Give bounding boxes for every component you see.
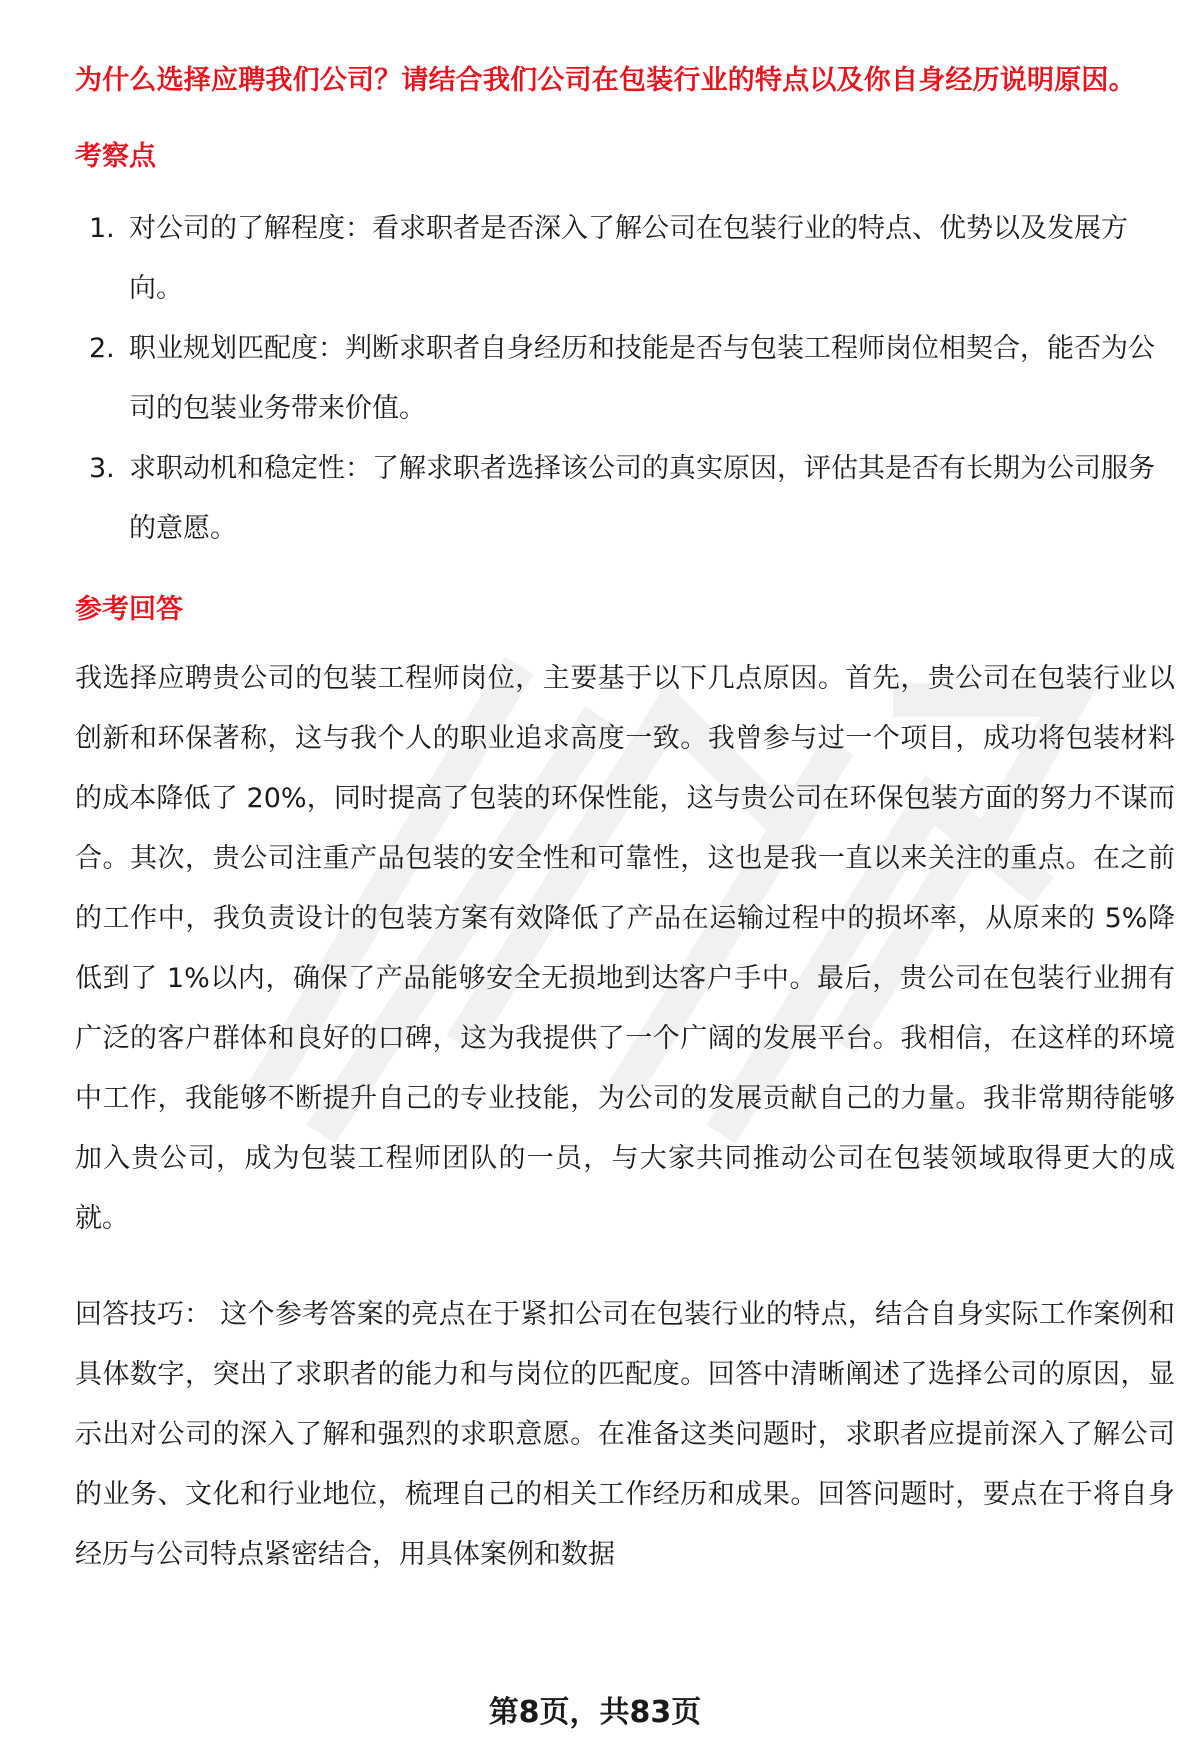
evaluation-points-list bbox=[75, 199, 1175, 559]
page-number: 第8页，共83页 bbox=[488, 1695, 702, 1730]
list-item-number: 1. bbox=[89, 213, 115, 244]
list-item-text: 对公司的了解程度：看求职者是否深入了解公司在包装行业的特点、优势以及发展方向。 bbox=[129, 213, 1128, 304]
list-item bbox=[75, 199, 1175, 319]
reference-answer: 我选择应聘贵公司的包装工程师岗位，主要基于以下几点原因。首先，贵公司在包装行业以创新和环保著称，这与我个人的职业追求高度一致。我曾参与过一个项目，成功将包装材料的成本降低了 20%，同时提高了包装的环保性能，这与贵公司在环保包装方面的努力不谋而合。其次，贵公司注重产品包装的安全性和可靠性，这也是我一直以来关注的重点。在之前的工作中，我负责设计的包装方案有效降低了产品在运输过程中的损坏率，从原来的 5%降低到了 1%以内，确保了产品能够安全无损地到达客户手中。最后，贵公司在包装行业拥有广泛的客户群体和良好的口碑，这为我提供了一个广阔的发展平台。我相信，在这样的环境中工作，我能够不断提升自己的专业技能，为公司的发展贡献自己的力量。我非常期待能够加入贵公司，成为包装工程师团队的一员，与大家共同推动公司在包装领域取得更大的成就。 bbox=[75, 663, 1175, 1234]
list-item-number: 3. bbox=[89, 453, 115, 484]
list-item-number: 2. bbox=[89, 333, 115, 364]
answer-tips: 回答技巧： 这个参考答案的亮点在于紧扣公司在包装行业的特点，结合自身实际工作案例和具体数字，突出了求职者的能力和与岗位的匹配度。回答中清晰阐述了选择公司的原因，显示出对公司的深入了解和强烈的求职意愿。在准备这类问题时，求职者应提前深入了解公司的业务、文化和行业地位，梳理自己的相关工作经历和成果。回答问题时，要点在于将自身经历与公司特点紧密结合，用具体案例和数据 bbox=[75, 1299, 1175, 1570]
section-heading-cankao: 参考回答 bbox=[75, 594, 183, 625]
main-content bbox=[75, 62, 1175, 1585]
list-item bbox=[75, 439, 1175, 559]
question-title: 为什么选择应聘我们公司？请结合我们公司在包装行业的特点以及你自身经历说明原因。 bbox=[75, 65, 1136, 96]
list-item-text: 求职动机和稳定性：了解求职者选择该公司的真实原因，评估其是否有长期为公司服务的意愿。 bbox=[129, 453, 1155, 544]
list-item-text: 职业规划匹配度：判断求职者自身经历和技能是否与包装工程师岗位相契合，能否为公司的包装业务带来价值。 bbox=[129, 333, 1155, 424]
section-heading-kaocha: 考察点 bbox=[75, 141, 156, 172]
list-item bbox=[75, 319, 1175, 439]
